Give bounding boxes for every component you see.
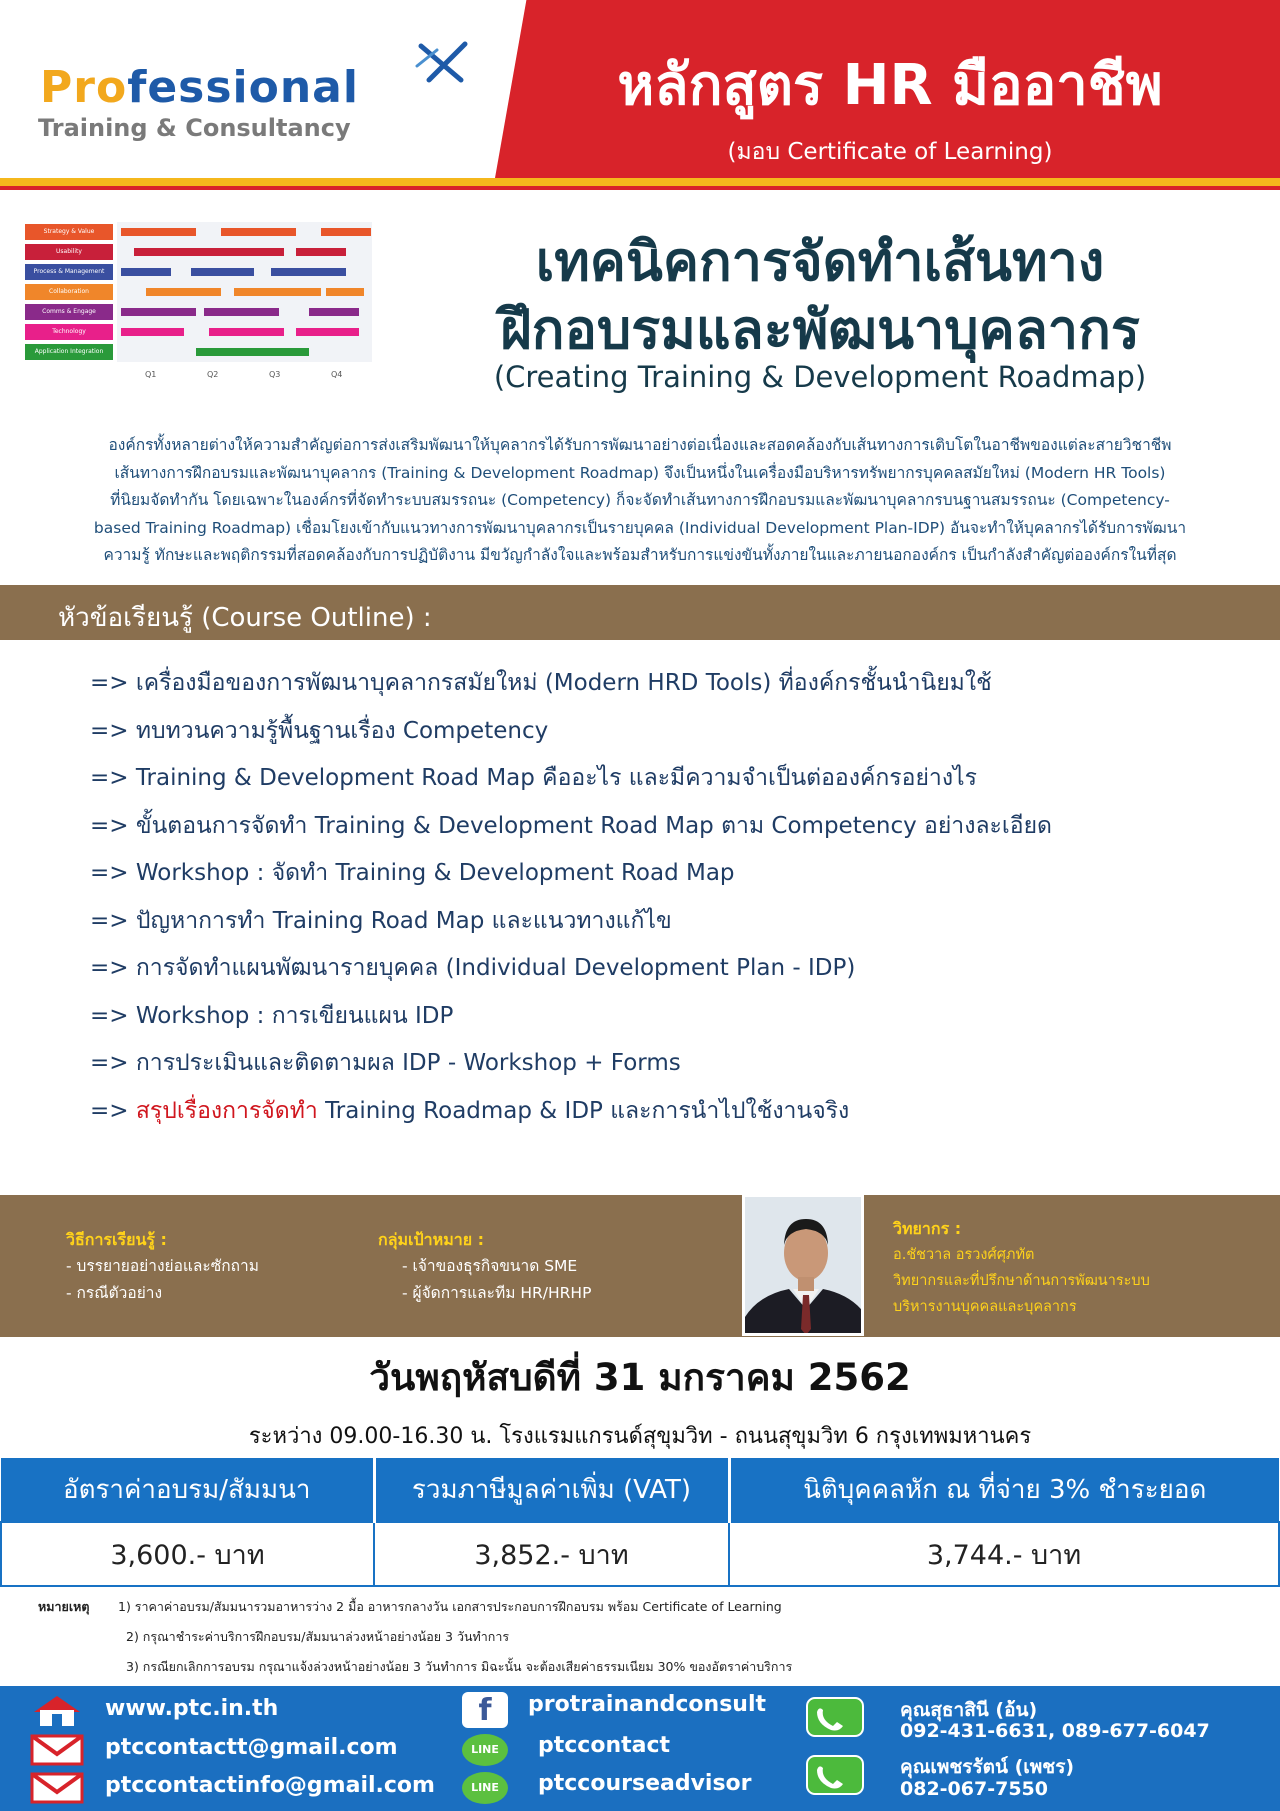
course-date: วันพฤหัสบดีที่ 31 มกราคม 2562 — [369, 1356, 911, 1399]
target-group-title: กลุ่มเป้าหมาย : — [378, 1230, 485, 1249]
thumbnail-quarter-label: Q4 — [331, 370, 343, 379]
outline-item-summary — [90, 1093, 1250, 1141]
intro-line: ที่นิยมจัดทำกัน โดยเฉพาะในองค์กรที่จัดทำระบบสมรรถนะ (Competency) ก็จะจัดทำเส้นทางการฝึกอบรมและพัฒนาบุคลากรบนฐานสมรรถนะ (Competency- — [110, 491, 1170, 509]
course-title-line2: ฝึกอบรมและพัฒนาบุคลากร — [500, 298, 1140, 361]
facebook-link[interactable]: protrainandconsult — [528, 1692, 767, 1717]
outline-summary-rest: Training Roadmap & IDP และการนำไปใช้งานจริง — [317, 1097, 850, 1124]
thumbnail-bar — [121, 308, 196, 316]
thumbnail-bar — [221, 228, 296, 236]
outline-item: => เครื่องมือของการพัฒนาบุคลากรสมัยใหม่ (Modern HRD Tools) ที่องค์กรชั้นนำนิยมใช้ — [90, 670, 992, 696]
facebook-icon: f — [462, 1692, 508, 1728]
thumbnail-row-label: Process & Management — [25, 264, 113, 280]
thumbnail-row-label: Comms & Engage — [25, 304, 113, 320]
outline-list — [90, 665, 1250, 1140]
target-group-block — [378, 1228, 591, 1307]
logo-word-fessional: fessional — [127, 62, 359, 113]
contact-footer — [0, 1686, 1280, 1811]
course-title-english: (Creating Training & Development Roadmap) — [493, 360, 1147, 394]
thumbnail-bar — [296, 328, 359, 336]
contact1-name: คุณสุธาสินี (อ้น) — [900, 1699, 1038, 1721]
outline-item: => การประเมินและติดตามผล IDP - Workshop + Forms — [90, 1050, 681, 1076]
speaker-desc: วิทยากรและที่ปรึกษาด้านการพัฒนาระบบ — [893, 1273, 1150, 1289]
speaker-name: อ.ชัชวาล อรวงศ์ศุภทัต — [893, 1247, 1035, 1263]
speaker-desc: บริหารงานบุคคลและบุคลากร — [893, 1299, 1077, 1315]
learning-method-block — [66, 1228, 259, 1307]
outline-item: => Workshop : จัดทำ Training & Development Road Map — [90, 860, 735, 886]
outline-item: => Training & Development Road Map คืออะไร และมีความจำเป็นต่อองค์กรอย่างไร — [90, 765, 977, 791]
outline-arrow: => — [90, 1097, 136, 1124]
price-value-cell: 3,744.- บาท — [729, 1522, 1279, 1586]
thumbnail-bar — [234, 288, 322, 296]
thumbnail-row-label: Strategy & Value — [25, 224, 113, 240]
thumbnail-row-label: Collaboration — [25, 284, 113, 300]
learning-method-item: - กรณีตัวอย่าง — [66, 1284, 163, 1302]
notes-label: หมายเหตุ — [38, 1599, 90, 1614]
price-header-cell: นิติบุคคลหัก ณ ที่จ่าย 3% ชำระยอด — [729, 1458, 1279, 1522]
contact2-name: คุณเพชรรัตน์ (เพชร) — [900, 1756, 1075, 1778]
speaker-title: วิทยากร : — [893, 1219, 962, 1238]
thumbnail-bar — [271, 268, 346, 276]
price-value-cell: 3,600.- บาท — [1, 1522, 374, 1586]
thumbnail-bar — [146, 288, 221, 296]
thumbnail-bar — [209, 328, 284, 336]
thumbnail-bar — [209, 248, 284, 256]
roadmap-thumbnail-image — [25, 220, 375, 385]
line-link[interactable]: ptccourseadvisor — [538, 1771, 752, 1796]
header-red-stripe — [0, 186, 1280, 190]
email-icon — [30, 1734, 84, 1766]
outline-title: หัวข้อเรียนรู้ (Course Outline) : — [58, 603, 432, 633]
thumbnail-quarter-label: Q1 — [145, 370, 157, 379]
price-header-row — [1, 1458, 1279, 1522]
phone-icon — [805, 1754, 865, 1796]
thumbnail-row-label: Technology — [25, 324, 113, 340]
price-value-row — [1, 1522, 1279, 1586]
thumbnail-bar — [134, 248, 209, 256]
note-item: 2) กรุณาชำระค่าบริการฝึกอบรม/สัมมนาล่วงหน้าอย่างน้อย 3 วันทำการ — [126, 1629, 510, 1644]
intro-line: องค์กรทั้งหลายต่างให้ความสำคัญต่อการส่งเสริมพัฒนาให้บุคลากรได้รับการพัฒนาอย่างต่อเนื่องและสอดคล้องกับเส้นทางการเติบโตในอาชีพของแต่ละสายวิชาชีพ — [108, 436, 1172, 454]
outline-item: => ทบทวนความรู้พื้นฐานเรื่อง Competency — [90, 717, 549, 744]
thumbnail-row-label: Application Integration — [25, 344, 113, 360]
thumbnail-bar — [296, 248, 346, 256]
intro-line: ความรู้ ทักษะและพฤติกรรมที่สอดคล้องกับการปฏิบัติงาน มีขวัญกำลังใจและพร้อมสำหรับการแข่งขันทั้งภายในและภายนอกองค์กร เป็นกำลังสำคัญต่อองค์กรในที่สุด — [103, 546, 1177, 564]
phone-icon — [805, 1696, 865, 1738]
price-value-cell: 3,852.- บาท — [374, 1522, 729, 1586]
logo-word-pro: Pro — [40, 62, 128, 113]
thumbnail-bar — [121, 228, 196, 236]
contact1-phone[interactable]: 092-431-6631, 089-677-6047 — [900, 1720, 1210, 1742]
thumbnail-bar — [121, 268, 171, 276]
course-venue: ระหว่าง 09.00-16.30 น. โรงแรมแกรนด์สุขุมวิท - ถนนสุขุมวิท 6 กรุงเทพมหานคร — [248, 1424, 1032, 1449]
outline-item: => ปัญหาการทำ Training Road Map และแนวทางแก้ไข — [90, 907, 672, 934]
price-header-cell: อัตราค่าอบรม/สัมมนา — [1, 1458, 374, 1522]
header-subtitle: (มอบ Certificate of Learning) — [727, 139, 1053, 165]
thumbnail-bar — [121, 328, 184, 336]
learning-method-item: - บรรยายอย่างย่อและซักถาม — [66, 1257, 259, 1275]
intro-line: เส้นทางการฝึกอบรมและพัฒนาบุคลากร (Training & Development Roadmap) จึงเป็นหนึ่งในเครื่องมือบริหารทรัพยากรบุคคลสมัยใหม่ (Modern HR Tools) — [114, 463, 1166, 482]
outline-summary-highlight: สรุปเรื่องการจัดทำ — [135, 1097, 318, 1124]
outline-item: => Workshop : การเขียนแผน IDP — [90, 1002, 454, 1029]
speaker-photo — [742, 1194, 864, 1336]
email-link[interactable]: ptccontactt@gmail.com — [105, 1735, 398, 1760]
header-title: หลักสูตร HR มืออาชีพ — [617, 53, 1163, 118]
outline-item: => การจัดทำแผนพัฒนารายบุคคล (Individual Development Plan - IDP) — [90, 955, 856, 981]
outline-item: => ขั้นตอนการจัดทำ Training & Development Road Map ตาม Competency อย่างละเอียด — [90, 812, 1052, 839]
website-link[interactable]: www.ptc.in.th — [105, 1696, 279, 1721]
target-group-item: - เจ้าของธุรกิจขนาด SME — [402, 1257, 578, 1275]
note-item: 1) ราคาค่าอบรม/สัมมนารวมอาหารว่าง 2 มื้อ อาหารกลางวัน เอกสารประกอบการฝึกอบรม พร้อม Certificate of Learning — [118, 1599, 782, 1614]
thumbnail-bar — [196, 348, 309, 356]
thumbnail-bar — [309, 308, 359, 316]
header-gold-stripe — [0, 178, 1280, 186]
thumbnail-row-label: Usability — [25, 244, 113, 260]
email-link[interactable]: ptccontactinfo@gmail.com — [105, 1773, 435, 1798]
line-icon: LINE — [462, 1734, 508, 1766]
thumbnail-bar — [321, 228, 371, 236]
thumbnail-quarter-label: Q3 — [269, 370, 281, 379]
price-header-cell: รวมภาษีมูลค่าเพิ่ม (VAT) — [374, 1458, 729, 1522]
price-table — [0, 1458, 1280, 1586]
company-logo — [40, 62, 359, 113]
home-icon — [30, 1694, 84, 1728]
note-item: 3) กรณียกเลิกการอบรม กรุณาแจ้งล่วงหน้าอย่างน้อย 3 วันทำการ มิฉะนั้น จะต้องเสียค่าธรรมเนียม 30% ของอัตราค่าบริการ — [126, 1659, 793, 1674]
thumbnail-bar — [204, 308, 279, 316]
thumbnail-quarter-label: Q2 — [207, 370, 219, 379]
speaker-block — [893, 1217, 1150, 1320]
course-title-line1: เทคนิคการจัดทำเส้นทาง — [535, 230, 1105, 293]
thumbnail-bar — [326, 288, 364, 296]
notes-section — [38, 1597, 1258, 1687]
logo-cross-icon — [415, 40, 471, 88]
thumbnail-bar — [191, 268, 254, 276]
course-intro — [50, 432, 1230, 570]
target-group-item: - ผู้จัดการและทีม HR/HRHP — [402, 1284, 592, 1302]
learning-method-title: วิธีการเรียนรู้ : — [66, 1230, 167, 1249]
intro-line: based Training Roadmap) เชื่อมโยงเข้ากับแนวทางการพัฒนาบุคลากรเป็นรายบุคคล (Individual Development Plan-IDP) อันจะทำให้บุคลากรได้รับการพัฒนา — [93, 518, 1187, 537]
line-link[interactable]: ptccontact — [538, 1733, 671, 1758]
logo-subtitle: Training & Consultancy — [38, 114, 351, 142]
line-icon: LINE — [462, 1772, 508, 1804]
email-icon — [30, 1772, 84, 1804]
contact2-phone[interactable]: 082-067-7550 — [900, 1778, 1048, 1800]
